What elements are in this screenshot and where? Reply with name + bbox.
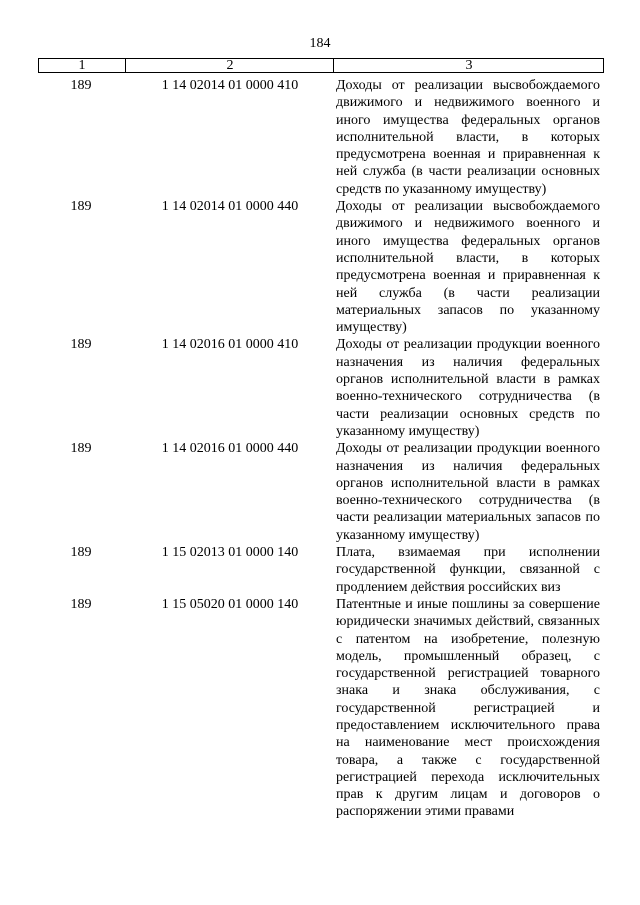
kbk-code: 1 14 02014 01 0000 440 [161, 199, 299, 215]
kbk-code: 1 14 02014 01 0000 410 [161, 78, 299, 93]
income-description: Доходы от реализации продукции военного назначения из наличия федеральных органов исполнительной власти в рамках военно-технического сотрудничества (в части реализации материальных запасов по указанному имуществу) [336, 441, 600, 543]
header-cell-1: 1 [78, 58, 86, 73]
admin-code: 189 [70, 441, 92, 457]
admin-code: 189 [70, 545, 92, 561]
income-description: Патентные и иные пошлины за совершение юридически значимых действий, связанных с патентом на изобретение, полезную модель, промышленный образец, с государственной регистрацией товарного знака и знака обслуживания, с государственной регистрацией и предоставлением исключительного права на наименование мест происхождения товара, а также с государственной регистрацией перехода исключительных прав к другим лицам и договоров о распоряжении этими правами [336, 596, 600, 820]
table-row [38, 440, 604, 544]
table-header [38, 58, 604, 73]
kbk-code: 1 14 02016 01 0000 440 [161, 441, 299, 457]
admin-code: 189 [70, 199, 92, 215]
kbk-code: 1 15 05020 01 0000 140 [161, 596, 299, 612]
table-row [38, 596, 604, 821]
table-row [38, 77, 604, 198]
income-description: Доходы от реализации высвобождаемого движимого и недвижимого военного и иного имущества федеральных органов исполнительной власти, в которых предусмотрена военная и приравненная к ней служба (в части реализации материальных запасов по указанному имуществу) [336, 199, 600, 336]
header-cell-3: 3 [333, 59, 604, 72]
header-cell-2: 2 [125, 59, 334, 72]
admin-code: 189 [70, 337, 92, 353]
income-description: Доходы от реализации продукции военного назначения из наличия федеральных органов исполнительной власти в рамках военно-технического сотрудничества (в части реализации основных средств по указанному имуществу) [336, 337, 600, 439]
admin-code: 189 [70, 596, 92, 612]
kbk-code: 1 14 02016 01 0000 410 [161, 337, 299, 353]
income-description: Доходы от реализации высвобождаемого движимого и недвижимого военного и иного имущества федеральных органов исполнительной власти, в которых предусмотрена военная и приравненная к ней служба (в части реализации основных средств по указанному имуществу) [336, 78, 600, 197]
admin-code: 189 [70, 78, 92, 93]
table-row [38, 336, 604, 440]
table-row [38, 544, 604, 596]
table-row [38, 198, 604, 336]
income-description: Плата, взимаемая при исполнении государственной функции, связанной с продлением действия российских виз [336, 545, 600, 595]
table-body [38, 77, 604, 821]
kbk-code: 1 15 02013 01 0000 140 [161, 545, 299, 561]
page-number: 184 [309, 36, 331, 51]
